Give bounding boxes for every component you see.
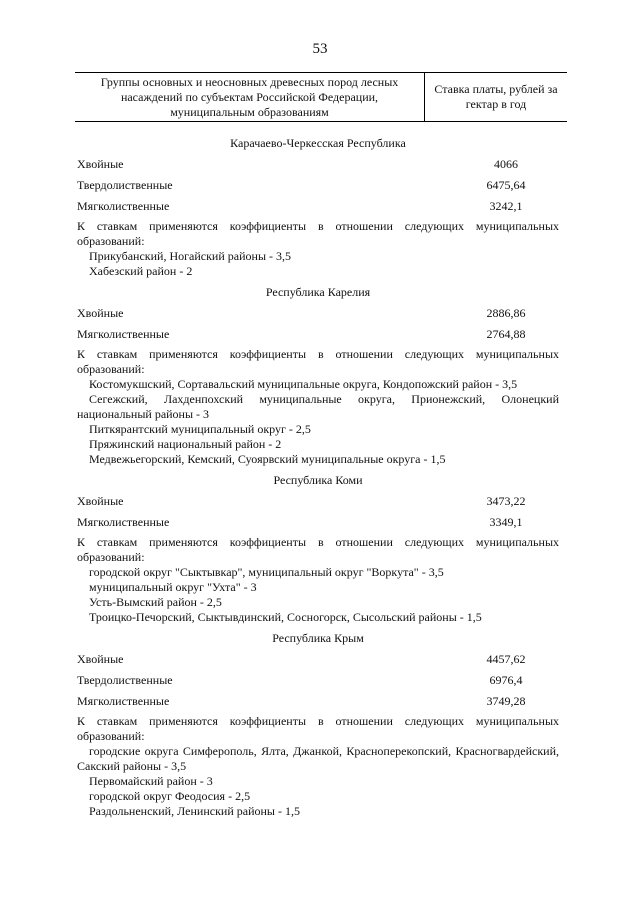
coefficient-note: К ставкам применяются коэффициенты в отношении следующих муниципальных образований: bbox=[77, 535, 559, 564]
rate-row bbox=[77, 155, 559, 176]
coefficient-item: муниципальный округ "Ухта" - 3 bbox=[89, 580, 257, 594]
coefficient-item: Прикубанский, Ногайский районы - 3,5 bbox=[89, 249, 292, 263]
rate-value: 2886,86 bbox=[486, 306, 526, 320]
tree-group-name: Твердолиственные bbox=[77, 673, 173, 687]
coefficient-item: Костомукшский, Сортавальский муниципальные округа, Кондопожский район - 3,5 bbox=[89, 377, 518, 391]
region-title: Карачаево-Черкесская Республика bbox=[230, 136, 406, 150]
coefficient-item: Медвежьегорский, Кемский, Суоярвский муниципальные округа - 1,5 bbox=[89, 452, 446, 466]
rate-row bbox=[77, 304, 559, 325]
region-section bbox=[77, 470, 559, 625]
coefficient-item: городские округа Симферополь, Ялта, Джанкой, Красноперекопский, Красногвардейский, Сакский районы - 3,5 bbox=[77, 744, 559, 773]
coefficient-item: Пряжинский национальный район - 2 bbox=[89, 437, 282, 451]
rate-value: 3349,1 bbox=[489, 515, 523, 529]
header-rate-column: Ставка платы, рублей за гектар в год bbox=[434, 82, 558, 111]
rate-row bbox=[77, 197, 559, 218]
coefficient-item: Раздольненский, Ленинский районы - 1,5 bbox=[89, 804, 300, 818]
rate-value: 6976,4 bbox=[489, 673, 523, 687]
tree-group-name: Хвойные bbox=[77, 494, 124, 508]
coefficient-item: городской округ Феодосия - 2,5 bbox=[89, 789, 251, 803]
region-title: Республика Крым bbox=[272, 631, 364, 645]
rate-row bbox=[77, 325, 559, 346]
region-title: Республика Коми bbox=[273, 473, 363, 487]
rate-row bbox=[77, 176, 559, 197]
coefficient-note: К ставкам применяются коэффициенты в отношении следующих муниципальных образований: bbox=[77, 219, 559, 248]
coefficient-item: Хабезский район - 2 bbox=[89, 264, 193, 278]
document-body bbox=[77, 133, 559, 819]
rate-row bbox=[77, 692, 559, 713]
coefficient-item: Троицко-Печорский, Сыктывдинский, Сосногорск, Сысольский районы - 1,5 bbox=[89, 610, 482, 624]
rate-value: 6475,64 bbox=[486, 178, 526, 192]
rate-value: 3473,22 bbox=[486, 494, 526, 508]
rate-row bbox=[77, 513, 559, 534]
tree-group-name: Твердолиственные bbox=[77, 178, 173, 192]
coefficient-item: Первомайский район - 3 bbox=[89, 774, 213, 788]
tree-group-name: Хвойные bbox=[77, 157, 124, 171]
tree-group-name: Мягколиственные bbox=[77, 515, 170, 529]
coefficient-item: Усть-Вымский район - 2,5 bbox=[89, 595, 222, 609]
tree-group-name: Мягколиственные bbox=[77, 694, 170, 708]
header-groups-column: Группы основных и неосновных древесных пород лесных насаждений по субъектам Российской Федерации, муниципальным образованиям bbox=[75, 73, 425, 121]
rate-row bbox=[77, 650, 559, 671]
tree-group-name: Хвойные bbox=[77, 306, 124, 320]
tree-group-name: Хвойные bbox=[77, 652, 124, 666]
coefficient-note: К ставкам применяются коэффициенты в отношении следующих муниципальных образований: bbox=[77, 347, 559, 376]
rate-value: 4457,62 bbox=[486, 652, 526, 666]
region-section bbox=[77, 628, 559, 819]
region-section bbox=[77, 282, 559, 467]
page-number: 53 bbox=[312, 41, 328, 57]
rate-row bbox=[77, 671, 559, 692]
rate-value: 4066 bbox=[494, 157, 518, 171]
coefficient-item: Сегежский, Лахденпохский муниципальные округа, Прионежский, Олонецкий национальный районы - 3 bbox=[77, 392, 559, 421]
table-header bbox=[75, 72, 567, 122]
region-title: Республика Карелия bbox=[265, 285, 371, 299]
rate-value: 2764,88 bbox=[486, 327, 526, 341]
region-section bbox=[77, 133, 559, 279]
tree-group-name: Мягколиственные bbox=[77, 199, 170, 213]
coefficient-item: Питкярантский муниципальный округ - 2,5 bbox=[89, 422, 311, 436]
coefficient-item: городской округ "Сыктывкар", муниципальный округ "Воркута" - 3,5 bbox=[89, 565, 444, 579]
rate-value: 3749,28 bbox=[486, 694, 526, 708]
coefficient-note: К ставкам применяются коэффициенты в отношении следующих муниципальных образований: bbox=[77, 714, 559, 743]
tree-group-name: Мягколиственные bbox=[77, 327, 170, 341]
rate-value: 3242,1 bbox=[489, 199, 523, 213]
rate-row bbox=[77, 492, 559, 513]
